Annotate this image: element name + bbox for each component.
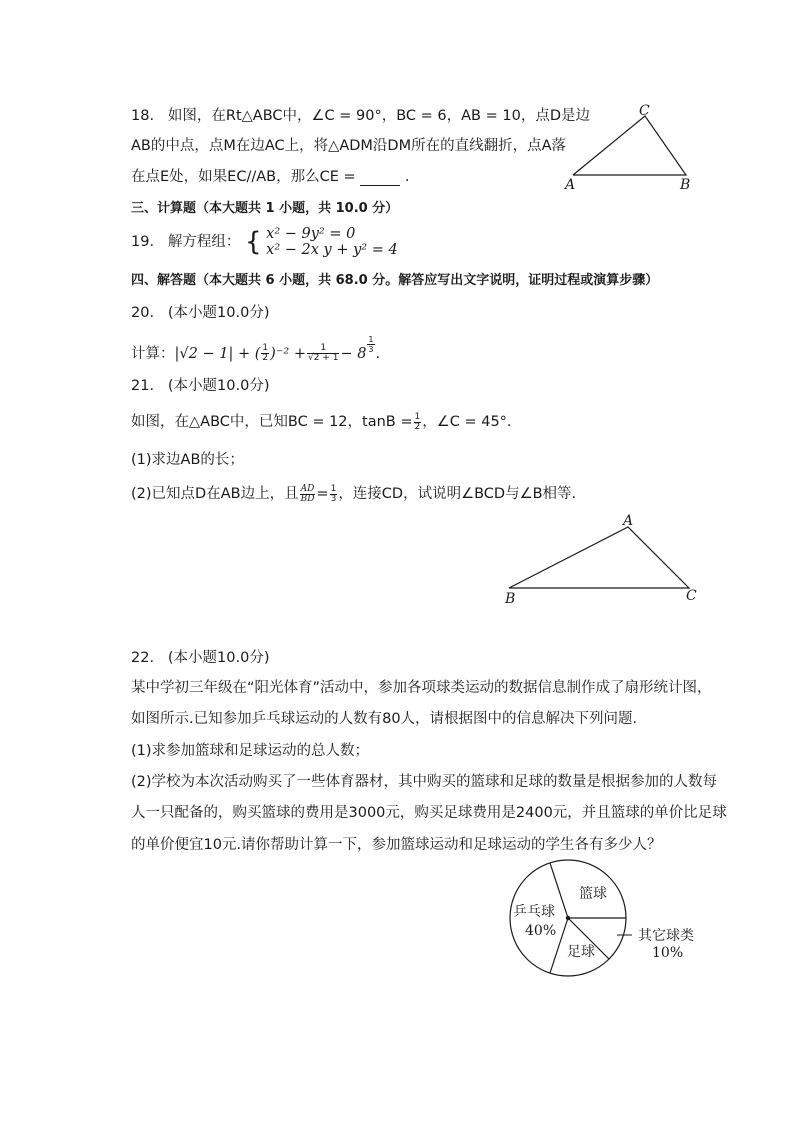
q18-number: 18. [131, 108, 155, 124]
pie-label-pingpong-pct: 40% [525, 923, 557, 939]
q21-part2-b: = [316, 486, 329, 502]
expr-part-a: |√2 − 1| + ( [174, 345, 261, 362]
fraction-tan: $\frac{1}{2}$ [414, 411, 421, 432]
fraction-ad-bd: $\frac{AD}{BD}$ [300, 483, 315, 504]
q22-score: (本小题10.0分) [167, 650, 270, 666]
q18-line1 [131, 104, 590, 125]
q21-stem-b: ，∠C = 45°. [422, 414, 512, 430]
q19-label: 解方程组： [167, 234, 241, 250]
q18-triangle [573, 116, 686, 175]
pie-label-other: 其它球类 [638, 928, 694, 944]
q18-label-b: B [680, 177, 691, 193]
q22-part1: (1)求参加篮球和足球运动的总人数； [131, 743, 370, 759]
pie-label-football: 足球 [567, 944, 595, 960]
q19-eq2: x² − 2x y + y² = 4 [266, 242, 398, 258]
q21-score: (本小题10.0分) [167, 378, 270, 394]
q20-calc-label: 计算： [131, 345, 175, 362]
section-4-heading: 四、解答题（本大题共 6 小题，共 68.0 分。解答应写出文字说明，证明过程或演算步骤） [131, 273, 659, 288]
q20-header [131, 301, 270, 322]
q20-expression [131, 335, 380, 363]
q21-triangle [509, 527, 689, 588]
q20-number: 20. [131, 305, 155, 321]
q22-part2-line3: 的单价便宜10元.请你帮助计算一下，参加篮球运动和足球运动的学生各有多少人？ [131, 837, 662, 853]
q22-part2-line1: (2)学校为本次活动购买了一些体育器材，其中购买的篮球和足球的数量是根据参加的人数每 [131, 774, 718, 790]
q21-part1: (1)求边AB的长； [131, 452, 244, 468]
q19-eq1: x² − 9y² = 0 [266, 226, 356, 242]
q18-label-c: C [639, 103, 650, 119]
q18-stem-2: AB的中点，点M在边AC上，将△ADM沿DM所在的直线翻折，点A落 [131, 138, 567, 154]
q21-label-c: C [686, 588, 697, 604]
q18-triangle-figure [560, 100, 700, 195]
q19-number: 19. [131, 234, 155, 250]
q21-header [131, 374, 270, 395]
q21-part2-c: ，连接CD，试说明∠BCD与∠B相等. [338, 486, 577, 502]
answer-blank[interactable] [360, 171, 400, 186]
fraction-third: $\frac{1}{3}$ [330, 483, 337, 504]
expr-part-c: − 8 [340, 345, 367, 362]
q18-label-a: A [565, 177, 576, 193]
fraction-reciprocal: $\frac{1}{√2 + 1}$ [307, 343, 339, 364]
q21-label-a: A [623, 513, 634, 529]
expr-end: . [375, 345, 381, 362]
section-3-heading: 三、计算题（本大题共 1 小题，共 10.0 分） [131, 201, 399, 216]
q22-header [131, 646, 270, 667]
q21-number: 21. [131, 378, 155, 394]
q22-paragraph-1: 某中学初三年级在“阳光体育”活动中，参加各项球类运动的数据信息制作成了扇形统计图， [131, 680, 712, 696]
q18-end: . [404, 169, 410, 185]
fraction-half: $\frac{1}{2}$ [262, 343, 269, 364]
q22-number: 22. [131, 650, 155, 666]
q18-stem-1: 如图，在Rt△ABC中，∠C = 90°，BC = 6，AB = 10，点D是边 [167, 108, 590, 124]
q18-stem-3: 在点E处，如果EC//AB，那么CE = [131, 169, 356, 185]
pie-label-basketball: 篮球 [579, 886, 607, 902]
q19-line [131, 226, 398, 258]
q22-part2-line2: 人一只配备的，购买篮球的费用是3000元，购买足球费用是2400元，并且篮球的单价比足球 [131, 805, 727, 821]
exponent-third: $\frac{1}{3}$ [368, 335, 374, 354]
q22-pie-chart [500, 860, 720, 990]
pie-label-other-pct: 10% [652, 945, 684, 961]
q21-stem [131, 410, 512, 432]
pie-label-pingpong: 乒乓球 [513, 904, 555, 920]
q21-label-b: B [505, 591, 516, 607]
pie-center-dot [566, 916, 570, 920]
q22-paragraph-2: 如图所示.已知参加乒乓球运动的人数有80人，请根据图中的信息解决下列问题. [131, 711, 638, 727]
q21-stem-a: 如图，在△ABC中，已知BC = 12，tanB = [131, 414, 413, 430]
q21-part2 [131, 482, 576, 504]
q21-part2-a: (2)已知点D在AB边上，且 [131, 486, 299, 502]
q21-triangle-figure [500, 512, 710, 612]
expr-part-b: )⁻² + [270, 345, 306, 362]
q20-score: (本小题10.0分) [167, 305, 270, 321]
system-brace: { [245, 227, 262, 257]
q18-line3 [131, 165, 409, 186]
